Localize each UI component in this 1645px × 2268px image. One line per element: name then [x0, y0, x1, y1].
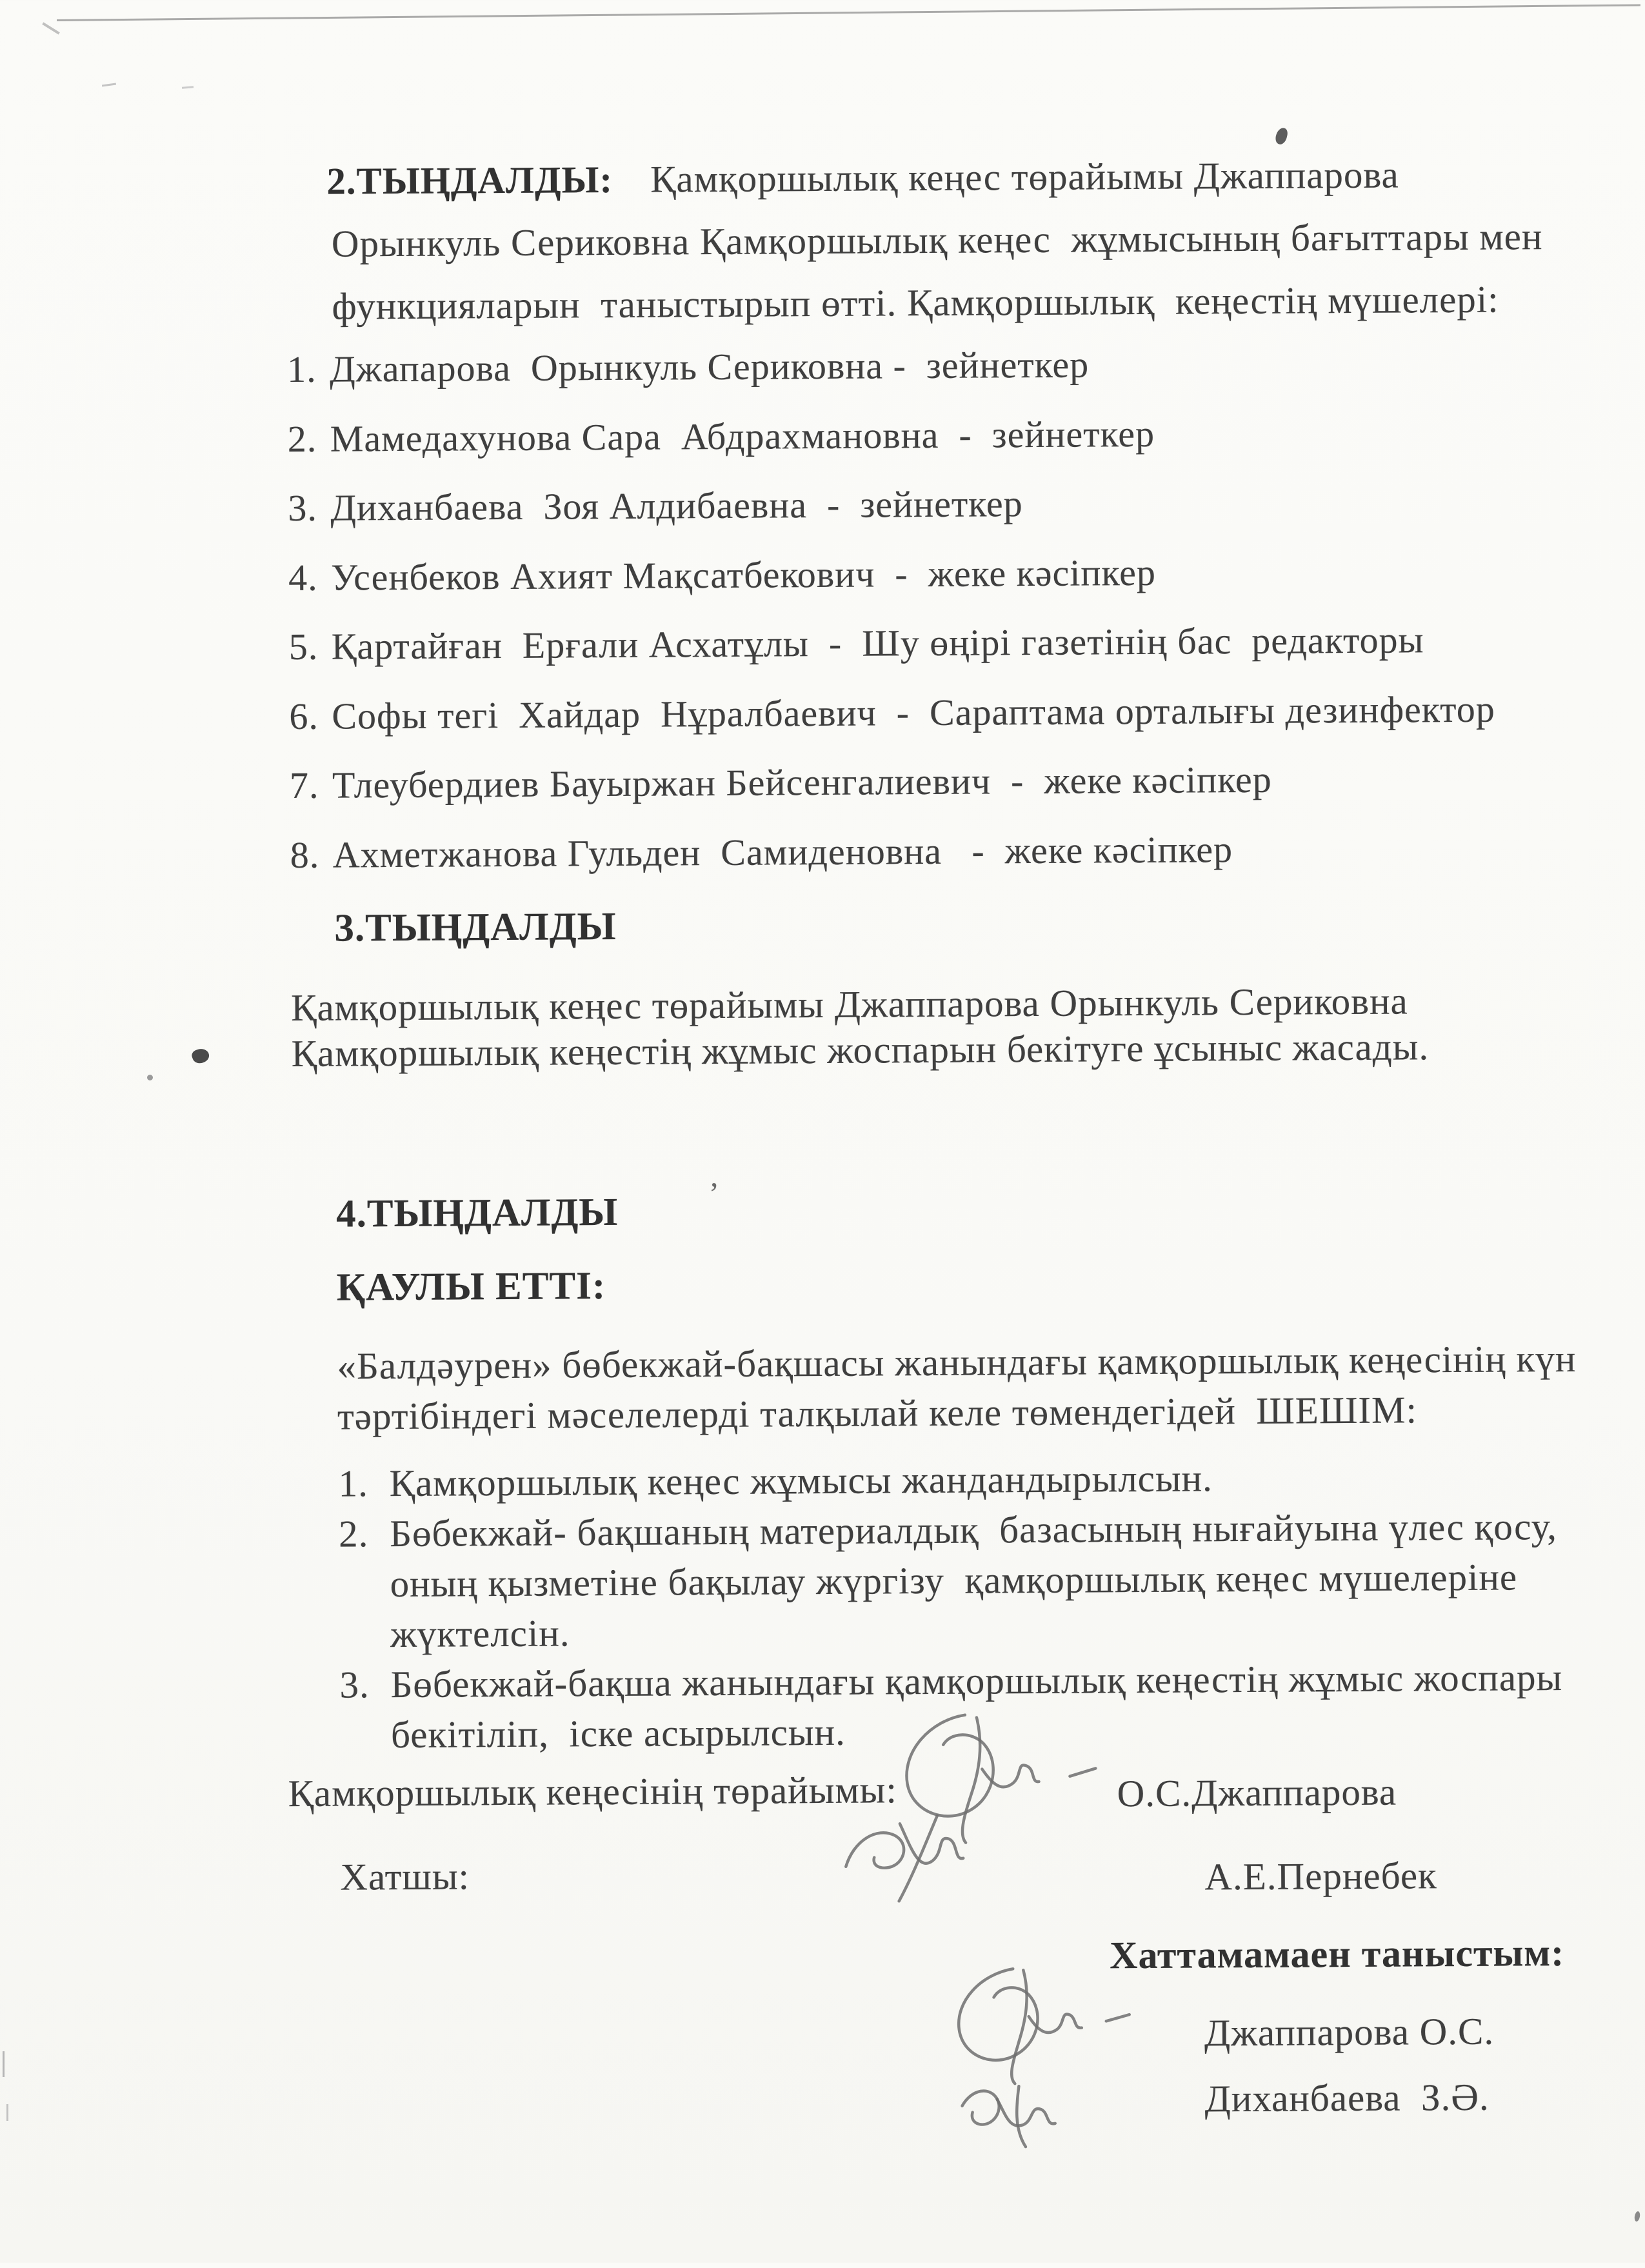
- member-text: Ахметжанова Гульден Самиденовна - жеке кәсіпкер: [332, 828, 1233, 876]
- member-text: Қартайған Ерғали Асхатұлы - Шу өңірі газетінің бас редакторы: [332, 619, 1424, 667]
- section4-heading: 4.ТЫҢДАЛДЫ: [336, 1190, 619, 1237]
- scan-artifact-left-edge-mark: [3, 2051, 5, 2077]
- secretary-label: Хатшы:: [340, 1855, 470, 1899]
- decision-number: 1.: [338, 1462, 368, 1506]
- resolution-heading: ҚАУЛЫ ЕТТІ:: [337, 1264, 606, 1311]
- section2-line1-text: Қамқоршылық кеңес төрайымы Джаппарова: [650, 154, 1399, 201]
- member-number: 8.: [290, 834, 332, 877]
- chair-label: Қамқоршылық кеңесінің төрайымы:: [288, 1768, 897, 1816]
- section2-line3: функцияларын таныстырып өтті. Қамқоршылық кеңестің мүшелері:: [332, 278, 1499, 329]
- member-list-item: [289, 619, 1424, 668]
- member-number: 2.: [288, 418, 330, 461]
- secretary-signature: [822, 1804, 991, 1915]
- member-list-item: [290, 828, 1233, 877]
- acknowledgement-heading: Хаттамамаен таныстым:: [1110, 1931, 1564, 1978]
- decision-line: жүктелсін.: [390, 1611, 570, 1656]
- decision-line: Бөбекжай- бақшаның материалдық базасының нығайуына үлес қосу,: [390, 1505, 1557, 1556]
- section3-heading: 3.ТЫҢДАЛДЫ: [334, 904, 617, 951]
- decision-number: 2.: [339, 1512, 369, 1556]
- member-number: 5.: [289, 626, 332, 669]
- acknowledgement-name-2: Диханбаева З.Ә.: [1204, 2076, 1490, 2122]
- decision-line: Қамқоршылық кеңес жұмысы жандандырылсын.: [389, 1457, 1213, 1506]
- decision-line: оның қызметіне бақылау жүргізу қамқоршылық кеңес мүшелеріне: [390, 1555, 1517, 1606]
- chair-name: О.С.Джаппарова: [1117, 1771, 1397, 1816]
- section4-paragraph-line2: тәртібіндегі мәселелерді талқылай келе төмендегідей ШЕШІМ:: [337, 1388, 1417, 1438]
- member-number: 3.: [288, 487, 330, 530]
- section4-paragraph-line1: «Балдәурен» бөбекжай-бақшасы жанындағы қамқоршылық кеңесінің күн: [337, 1337, 1576, 1389]
- member-number: 7.: [290, 764, 332, 808]
- member-number: 6.: [289, 695, 332, 739]
- member-number: 4.: [288, 557, 331, 600]
- section2-line2: Орынкуль Сериковна Қамқоршылық кеңес жұмысының бағыттары мен: [332, 215, 1543, 266]
- member-list-item: [288, 413, 1155, 461]
- acknowledgement-signatures: [921, 1959, 1181, 2154]
- decision-number: 3.: [339, 1663, 370, 1707]
- decision-line: Бөбекжай-бақша жанындағы қамқоршылық кеңестің жұмыс жоспары: [390, 1656, 1562, 1707]
- section3-paragraph-line2: Қамқоршылық кеңестің жұмыс жоспарын бекітуге ұсыныс жасады.: [291, 1025, 1429, 1076]
- member-text: Софы тегі Хайдар Нұралбаевич - Сараптама орталығы дезинфектор: [332, 688, 1495, 737]
- member-text: Джапарова Орынкуль Сериковна - зейнеткер: [330, 343, 1089, 390]
- acknowledgement-name-1: Джаппарова О.С.: [1204, 2010, 1495, 2056]
- decision-line: бекітіліп, іске асырылсын.: [391, 1711, 846, 1757]
- member-list-item: [290, 759, 1272, 808]
- secretary-name: А.Е.Пернебек: [1204, 1854, 1437, 1899]
- member-text: Тлеубердиев Бауыржан Бейсенгалиевич - жеке кәсіпкер: [332, 759, 1272, 806]
- section3-paragraph-line1: Қамқоршылық кеңес төрайымы Джаппарова Орынкуль Сериковна: [291, 979, 1408, 1030]
- section2-line1: [326, 154, 1399, 204]
- scan-artifact-apostrophe: ’: [709, 1176, 720, 1211]
- member-list-item: [287, 343, 1089, 391]
- member-list-item: [288, 482, 1023, 530]
- member-text: Диханбаева Зоя Алдибаевна - зейнеткер: [330, 482, 1023, 529]
- member-list-item: [289, 688, 1495, 739]
- member-list-item: [288, 552, 1156, 600]
- member-number: 1.: [287, 348, 330, 392]
- member-text: Мамедахунова Сара Абдрахмановна - зейнеткер: [330, 413, 1155, 460]
- member-text: Усенбеков Ахият Мақсатбекович - жеке кәсіпкер: [331, 552, 1156, 599]
- section2-heading: 2.ТЫҢДАЛДЫ:: [326, 158, 613, 203]
